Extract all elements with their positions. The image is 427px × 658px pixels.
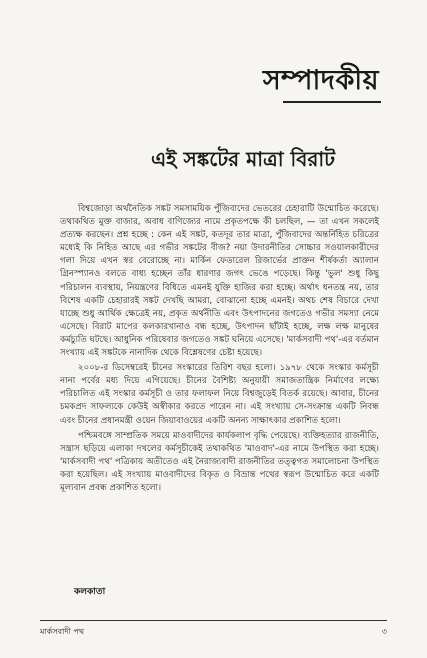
place-signoff: কলকাতা: [74, 587, 106, 597]
paragraph-1: বিশ্বজোড়া অর্থনৈতিক সঙ্কট সমসাময়িক পুঁজিবাদের ভেতরের চেহারাটি উন্মোচিত করেছে। তথাকথিত মুক্ত বাজার, অবাধ বাণিজ্যের নামে প্রকৃতপক্ষে কী চলছিল, — তা এখন সকলেই প্রত্যক্ষ করছেন। প্রশ্ন হচ্ছে : কেন এই সঙ্কট, কতদূর তার মাত্রা, পুঁজিবাদের অন্তর্নিহিত চরিত্রের মধ্যেই কি নিহিত আছে এর গভীর সঙ্কটের বীজ? নয়া উদারনীতির সোচ্চার সওয়ালকারীদের গলা দিয়ে এখন স্বর বেরোচ্ছে না। মার্কিন ফেডারেল রিজার্ভের প্রাক্তন শীর্ষকর্তা অ্যালান গ্রিনস্প্যানও বলতে বাধ্য হচ্ছেন তাঁর ধারণার জগৎ ভেঙে পড়েছে। কিন্তু 'ভুল' শুধু কিছু পরিচালন ব্যবস্থায়, নিয়ন্ত্রণের বিধিতে এমনই যুক্তি হাজির করা হচ্ছে। অর্থাৎ ধনতন্ত্র নয়, তার বিশেষ একটি চেহারারই সঙ্কট দেখছি আমরা, বোঝানো হচ্ছে এমনই। অথচ শেষ বিচারে দেখা যাচ্ছে শুধু আর্থিক ক্ষেত্রেই নয়, প্রকৃত অর্থনীতি এবং উৎপাদনের জগতেও গভীর সমস্যা নেমে এসেছে। বিরাট মাপের কলকারখানাও বন্ধ হচ্ছে, উৎপাদন ছাঁটাই হচ্ছে, লক্ষ লক্ষ মানুষের কর্মচ্যুতি ঘটছে। আধুনিক পরিষেবার জগতেও সঙ্কট ঘনিয়ে এসেছে। 'মার্কসবাদী পথ'-এর বর্তমান সংখ্যায় এই সঙ্কটকে নানাদিক থেকে বিশ্লেষণের চেষ্টা হয়েছে।: [60, 204, 380, 359]
section-title: সম্পাদকীয়: [262, 65, 379, 96]
journal-name: মার্কসবাদী পথ: [40, 627, 85, 636]
page-footer: [40, 620, 387, 639]
article-body: [60, 203, 379, 497]
paragraph-2: ২০০৮-র ডিসেম্বরেই চীনের সংস্কারের তিরিশ বছর হলো। ১৯৭৮ থেকে সংস্কার কর্মসূচী নানা পর্বের মধ্য দিয়ে এগিয়েছে। চীনের বৈশিষ্ট্য অনুযায়ী সমাজতান্ত্রিক নির্মাণের লক্ষ্যে পরিচালিত এই সংস্কার কর্মসূচী ও তার ফলাফল নিয়ে বিশ্বজুড়েই বিতর্ক রয়েছে। আবার, চীনের চমকপ্রদ সাফল্যকে কেউই অস্বীকার করতে পারেন না। এই সংখ্যায় সে-সংক্রান্ত একটি নিবন্ধ এবং চীনের প্রধানমন্ত্রী ওয়েন জিয়াবাওয়ের একটি অনন্য সাক্ষাৎকার প্রকাশিত হলো।: [60, 363, 379, 426]
paragraph-3: পশ্চিমবঙ্গে সাম্প্রতিক সময়ে মাওবাদীদের কার্যকলাপ বৃদ্ধি পেয়েছে। ব্যক্তিহত্যার রাজনীতি, সন্ত্রাস ছড়িয়ে এলাকা দখলের কর্মসূচীকেই তথাকথিত 'মাওবাদ'-এর নামে উপস্থিত করা হচ্ছে। 'মার্কসবাদী পথ' পত্রিকায় অতীতেও এই নৈরাজ্যবাদী রাজনীতির তত্ত্বগত সমালোচনা উপস্থিত করা হয়েছিল। এই সংখ্যায় মাওবাদীদের বিকৃত ও বিভ্রান্ত পথের স্বরূপ উন্মোচিত করে একটি মূল্যবান প্রবন্ধ প্রকাশিত হলো।: [60, 430, 379, 493]
page-number: ৩: [381, 627, 387, 636]
article-heading: এই সঙ্কটের মাত্রা বিরাট: [150, 147, 336, 171]
section-title-underline: [283, 101, 381, 103]
